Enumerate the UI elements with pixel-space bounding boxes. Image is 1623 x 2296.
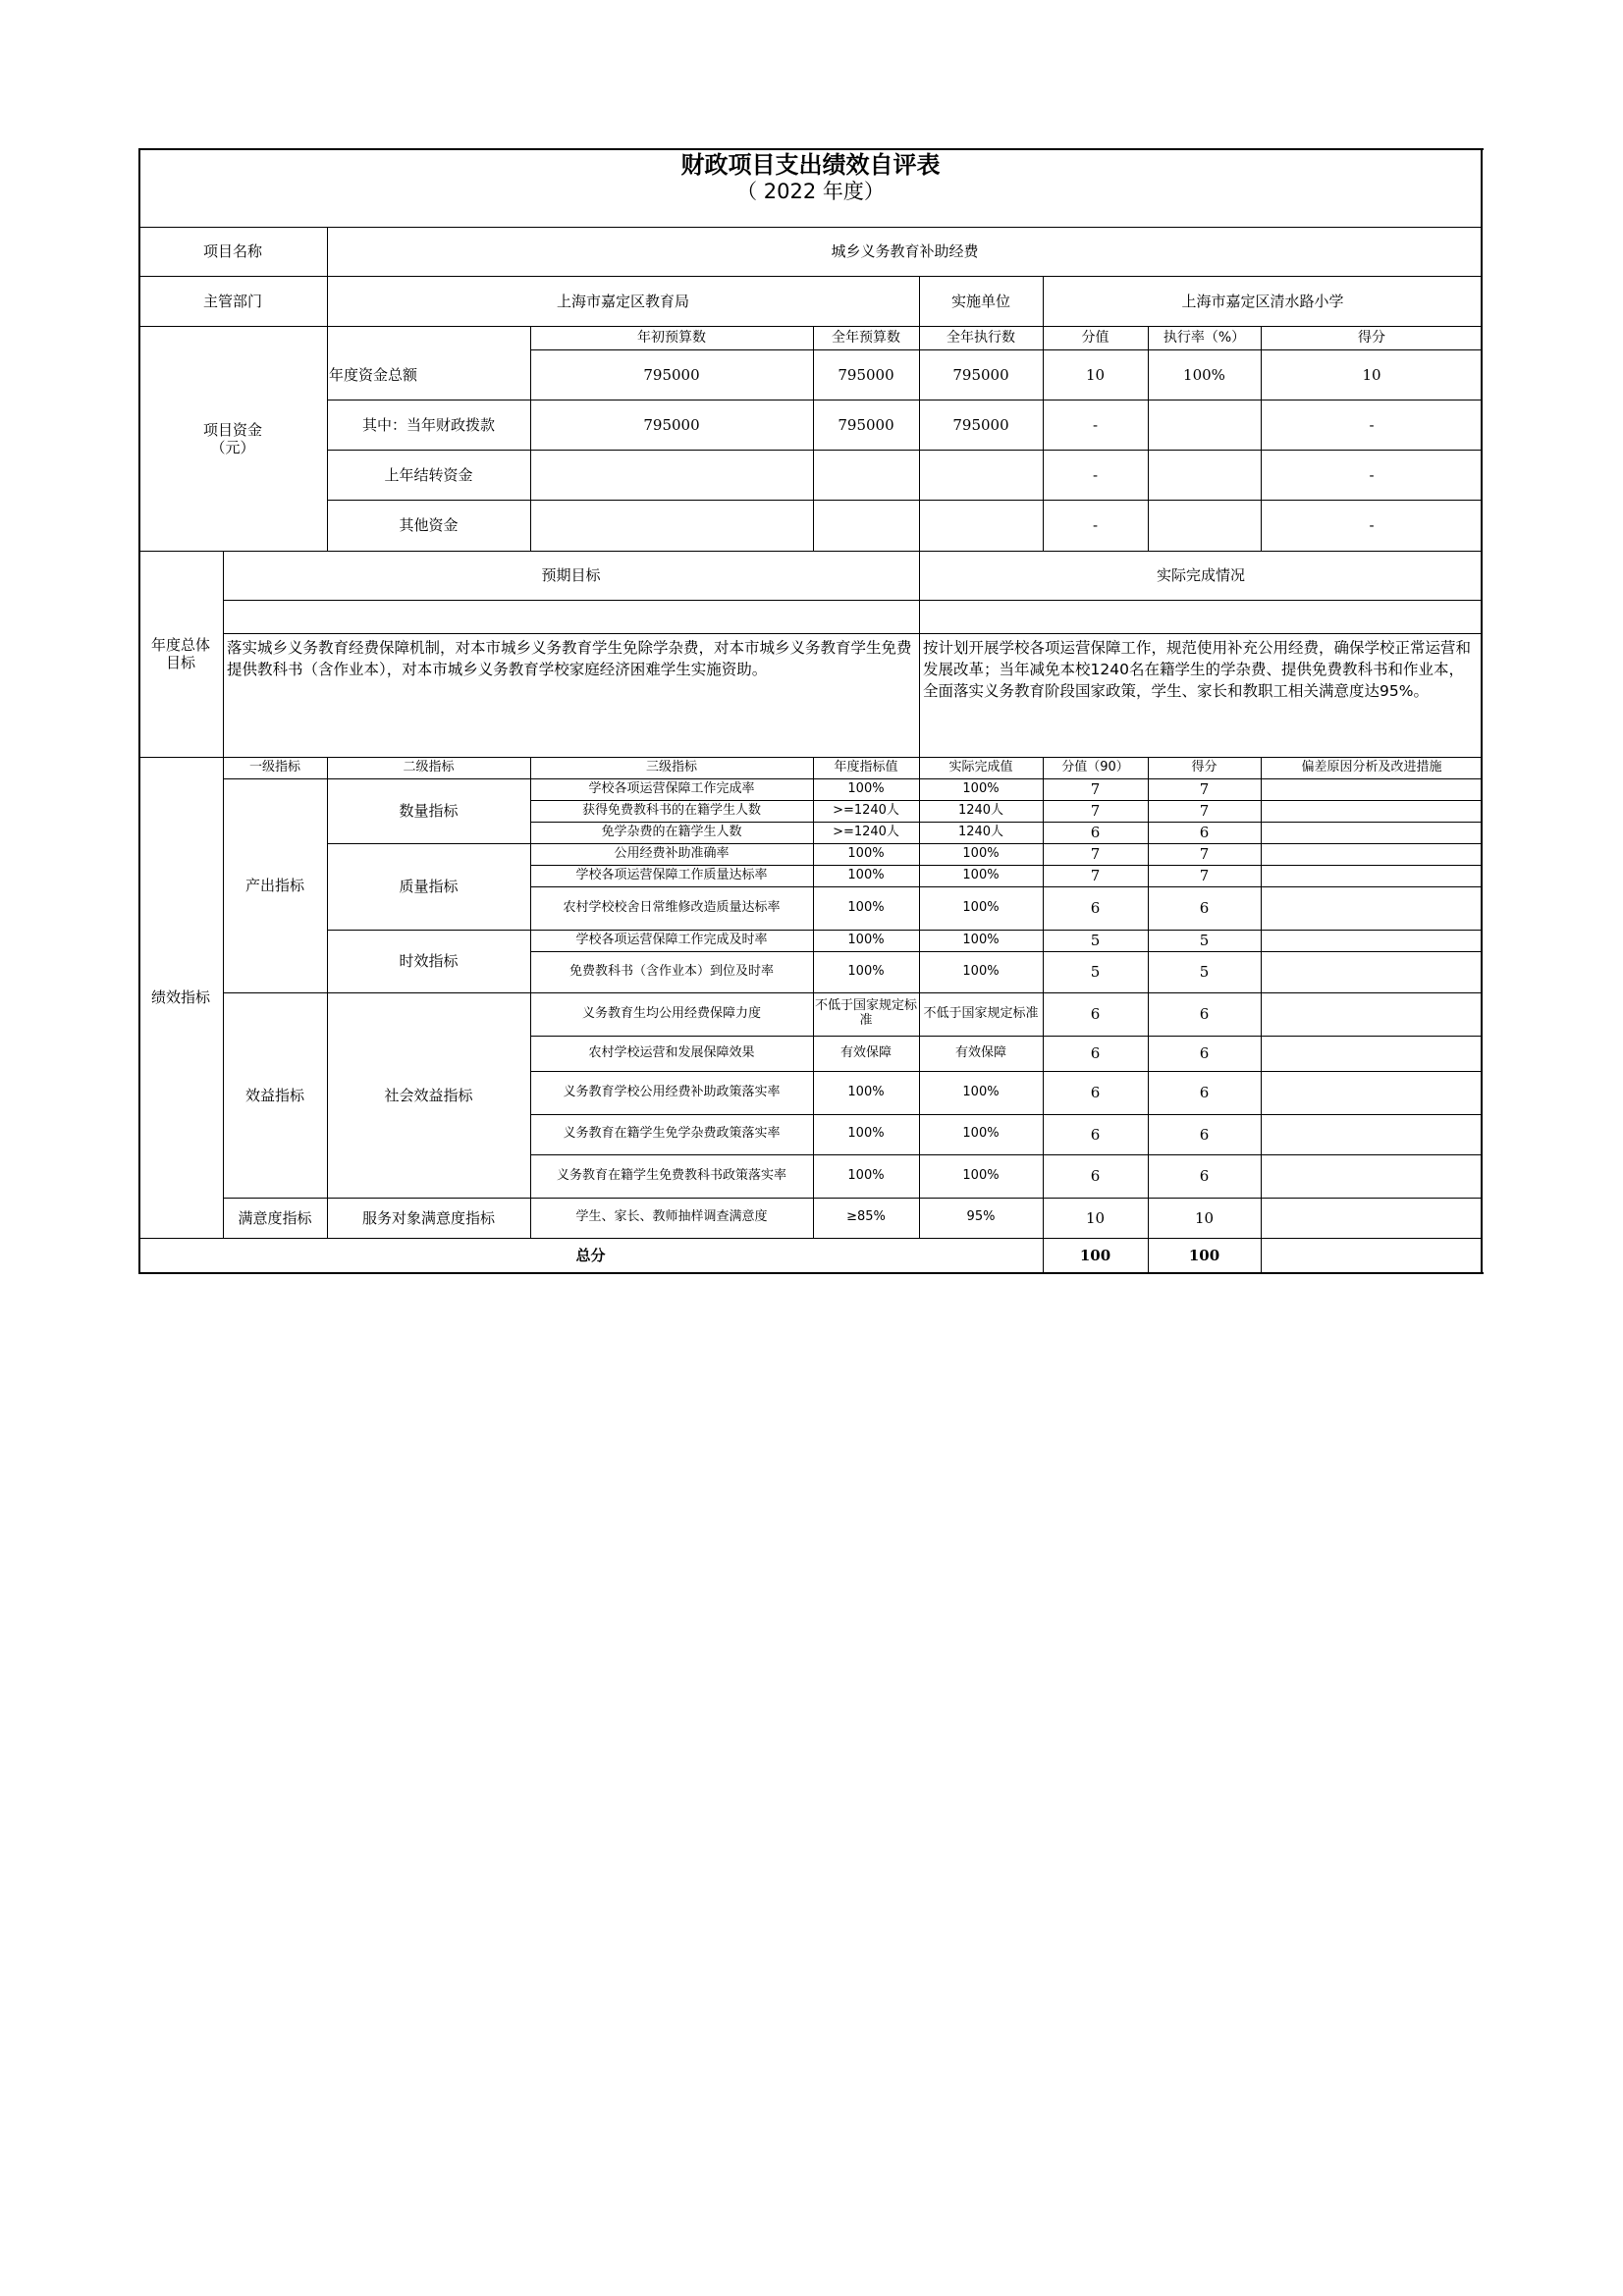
form-year: （ 2022 年度） bbox=[736, 180, 885, 204]
impl-unit-label: 实施单位 bbox=[950, 292, 1010, 310]
funds-row-score: 10 bbox=[1362, 365, 1381, 384]
funds-header-exec: 全年执行数 bbox=[947, 329, 1015, 346]
indicator-note bbox=[1261, 1154, 1483, 1198]
perf-label: 绩效指标 bbox=[150, 988, 210, 1006]
indicator-note bbox=[1261, 992, 1483, 1036]
expected-goal-text: 落实城乡义务教育经费保障机制，对本市城乡义务教育学生免除学杂费，对本市城乡义务教育学生免费提供教科书（含作业本），对本市城乡义务教育学校家庭经济困难学生实施资助。 bbox=[227, 639, 912, 678]
indicator-score: 7 bbox=[1199, 867, 1210, 884]
indicator-note bbox=[1261, 865, 1483, 886]
indicator-name: 学校各项运营保障工作质量达标率 bbox=[575, 867, 768, 882]
indicator-weight: 7 bbox=[1090, 867, 1101, 884]
funds-row-score: - bbox=[1369, 516, 1375, 534]
funds-row-score: - bbox=[1369, 415, 1375, 434]
ind-header-level1: 一级指标 bbox=[248, 759, 300, 774]
grid-line bbox=[223, 600, 1483, 601]
ind-header-note: 偏差原因分析及改进措施 bbox=[1301, 759, 1442, 774]
indicator-target: 100% bbox=[847, 1084, 885, 1099]
indicator-actual: 1240人 bbox=[957, 824, 1004, 839]
indicator-target: 100% bbox=[847, 932, 885, 947]
indicator-score: 6 bbox=[1199, 1167, 1210, 1185]
indicator-score: 7 bbox=[1199, 845, 1210, 863]
indicator-note bbox=[1261, 1114, 1483, 1154]
indicator-name: 获得免费教科书的在籍学生人数 bbox=[581, 802, 761, 818]
funds-row-label: 其中：当年财政拨款 bbox=[361, 415, 495, 434]
level1-satisfaction: 满意度指标 bbox=[238, 1208, 312, 1227]
indicator-score: 6 bbox=[1199, 824, 1210, 841]
funds-header-initial: 年初预算数 bbox=[637, 329, 706, 346]
funds-row-exec: 795000 bbox=[952, 365, 1009, 384]
indicator-name: 义务教育在籍学生免学杂费政策落实率 bbox=[563, 1126, 781, 1142]
indicator-weight: 6 bbox=[1090, 1125, 1101, 1144]
funds-row-full: 795000 bbox=[838, 415, 894, 434]
indicator-target: 100% bbox=[847, 780, 885, 796]
indicator-actual: 100% bbox=[962, 1126, 1000, 1142]
indicator-score: 5 bbox=[1199, 963, 1210, 981]
indicator-actual: 100% bbox=[962, 963, 1000, 979]
indicator-target: 100% bbox=[847, 845, 885, 861]
funds-row-rate bbox=[1148, 500, 1261, 551]
funds-row-score-value: 10 bbox=[1085, 365, 1106, 384]
total-weight: 100 bbox=[1079, 1247, 1111, 1264]
funds-header-score-value: 分值 bbox=[1081, 329, 1109, 346]
indicator-weight: 6 bbox=[1090, 899, 1101, 917]
indicator-weight: 6 bbox=[1090, 1005, 1101, 1023]
funds-row-rate bbox=[1148, 400, 1261, 450]
indicator-name: 义务教育生均公用经费保障力度 bbox=[581, 1005, 761, 1021]
total-score: 100 bbox=[1188, 1247, 1220, 1264]
actual-completion-header: 实际完成情况 bbox=[1156, 566, 1245, 584]
indicator-note bbox=[1261, 1036, 1483, 1071]
indicator-target: 100% bbox=[847, 1167, 885, 1183]
funds-row-label: 其他资金 bbox=[399, 516, 459, 534]
indicator-actual: 不低于国家规定标准 bbox=[923, 1005, 1039, 1021]
indicator-actual: 100% bbox=[962, 1167, 1000, 1183]
funds-row-rate: 100% bbox=[1183, 365, 1225, 384]
indicator-note bbox=[1261, 1198, 1483, 1238]
indicator-weight: 7 bbox=[1090, 802, 1101, 820]
ind-header-level2: 二级指标 bbox=[403, 759, 455, 774]
ind-header-target: 年度指标值 bbox=[834, 759, 898, 774]
indicator-score: 7 bbox=[1199, 802, 1210, 820]
impl-unit-value: 上海市嘉定区清水路小学 bbox=[1181, 292, 1344, 310]
level1-output: 产出指标 bbox=[244, 877, 304, 894]
funds-row-initial: 795000 bbox=[643, 365, 700, 384]
indicator-target: 有效保障 bbox=[839, 1044, 892, 1060]
indicator-target: 100% bbox=[847, 899, 885, 915]
funds-header-rate: 执行率（%） bbox=[1163, 329, 1246, 346]
indicator-weight: 5 bbox=[1090, 963, 1101, 981]
level2-service-satisfaction: 服务对象满意度指标 bbox=[361, 1208, 495, 1227]
indicator-score: 6 bbox=[1199, 1005, 1210, 1023]
indicator-weight: 6 bbox=[1090, 1044, 1101, 1062]
indicator-target: 100% bbox=[847, 963, 885, 979]
level2-quantity: 数量指标 bbox=[399, 802, 459, 820]
indicator-target: 100% bbox=[847, 1126, 885, 1142]
funds-row-rate bbox=[1148, 450, 1261, 500]
indicator-score: 7 bbox=[1199, 780, 1210, 798]
indicator-note bbox=[1261, 951, 1483, 992]
funds-row-initial bbox=[530, 500, 813, 551]
dept-value: 上海市嘉定区教育局 bbox=[556, 292, 689, 310]
funds-row-score-value: - bbox=[1092, 415, 1099, 434]
indicator-weight: 7 bbox=[1090, 845, 1101, 863]
indicator-weight: 6 bbox=[1090, 1084, 1101, 1101]
indicator-name: 学生、家长、教师抽样调查满意度 bbox=[575, 1209, 768, 1225]
project-name-label: 项目名称 bbox=[202, 242, 262, 260]
indicator-actual: 100% bbox=[962, 867, 1000, 882]
indicator-name: 公用经费补助准确率 bbox=[614, 845, 730, 861]
indicator-weight: 6 bbox=[1090, 1167, 1101, 1185]
indicator-target: >=1240人 bbox=[833, 824, 899, 839]
funds-row-score-value: - bbox=[1092, 465, 1099, 484]
level2-quality: 质量指标 bbox=[399, 878, 459, 895]
indicator-target: 100% bbox=[847, 867, 885, 882]
funds-row-score-value: - bbox=[1092, 516, 1099, 534]
funds-row-full bbox=[813, 450, 919, 500]
indicator-name: 学校各项运营保障工作完成率 bbox=[588, 780, 755, 796]
ind-header-actual: 实际完成值 bbox=[948, 759, 1013, 774]
project-name-value: 城乡义务教育补助经费 bbox=[831, 242, 979, 260]
indicator-actual: 100% bbox=[962, 932, 1000, 947]
funds-label: 项目资金 （元） bbox=[202, 420, 262, 456]
indicator-note bbox=[1261, 800, 1483, 822]
funds-row-full: 795000 bbox=[838, 365, 894, 384]
actual-completion-text: 按计划开展学校各项运营保障工作，规范使用补充公用经费，确保学校正常运营和发展改革；当年减免本校1240名在籍学生的学杂费、提供免费教科书和作业本，全面落实义务教育阶段国家政策，学生、家长和教职工相关满意度达95%。 bbox=[923, 639, 1472, 700]
indicator-actual: 100% bbox=[962, 845, 1000, 861]
indicator-name: 义务教育学校公用经费补助政策落实率 bbox=[563, 1084, 781, 1099]
indicator-weight: 10 bbox=[1085, 1208, 1106, 1227]
indicator-score: 10 bbox=[1194, 1208, 1215, 1227]
level1-benefit: 效益指标 bbox=[244, 1086, 304, 1104]
indicator-target: 不低于国家规定标准 bbox=[814, 998, 917, 1028]
indicator-score: 6 bbox=[1199, 1044, 1210, 1062]
indicator-actual: 1240人 bbox=[957, 802, 1004, 818]
indicator-name: 农村学校校舍日常维修改造质量达标率 bbox=[563, 899, 781, 915]
indicator-score: 5 bbox=[1199, 932, 1210, 949]
ind-header-score: 得分 bbox=[1191, 759, 1217, 774]
funds-row-exec bbox=[919, 450, 1043, 500]
funds-row-initial: 795000 bbox=[643, 415, 700, 434]
indicator-name: 免学杂费的在籍学生人数 bbox=[601, 824, 742, 839]
form-title: 财政项目支出绩效自评表 bbox=[680, 150, 941, 179]
indicator-actual: 100% bbox=[962, 780, 1000, 796]
indicator-actual: 100% bbox=[962, 1084, 1000, 1099]
indicator-name: 义务教育在籍学生免费教科书政策落实率 bbox=[556, 1167, 786, 1183]
level2-timeliness: 时效指标 bbox=[399, 952, 459, 970]
evaluation-form-table bbox=[138, 148, 1483, 1273]
total-label: 总分 bbox=[575, 1247, 606, 1264]
funds-row-label: 年度资金总额 bbox=[329, 365, 418, 384]
indicator-note bbox=[1261, 930, 1483, 951]
indicator-target: >=1240人 bbox=[833, 802, 899, 818]
funds-row-exec bbox=[919, 500, 1043, 551]
indicator-score: 6 bbox=[1199, 1084, 1210, 1101]
indicator-name: 免费教科书（含作业本）到位及时率 bbox=[568, 963, 774, 979]
funds-row-score: - bbox=[1369, 465, 1375, 484]
funds-header-full: 全年预算数 bbox=[832, 329, 900, 346]
funds-row-full bbox=[813, 500, 919, 551]
indicator-note bbox=[1261, 886, 1483, 930]
indicator-name: 学校各项运营保障工作完成及时率 bbox=[575, 932, 768, 947]
indicator-score: 6 bbox=[1199, 899, 1210, 917]
indicator-weight: 6 bbox=[1090, 824, 1101, 841]
indicator-name: 农村学校运营和发展保障效果 bbox=[588, 1044, 755, 1060]
expected-goal-header: 预期目标 bbox=[541, 566, 601, 584]
funds-header-score: 得分 bbox=[1358, 329, 1385, 346]
funds-row-exec: 795000 bbox=[952, 415, 1009, 434]
dept-label: 主管部门 bbox=[202, 292, 262, 310]
indicator-note bbox=[1261, 1071, 1483, 1114]
indicator-actual: 95% bbox=[966, 1209, 996, 1225]
indicator-note bbox=[1261, 843, 1483, 865]
funds-row-initial bbox=[530, 450, 813, 500]
funds-row-label: 上年结转资金 bbox=[384, 465, 473, 484]
indicator-actual: 有效保障 bbox=[954, 1044, 1006, 1060]
indicator-note bbox=[1261, 778, 1483, 800]
goal-label: 年度总体 目标 bbox=[150, 636, 210, 671]
indicator-weight: 7 bbox=[1090, 780, 1101, 798]
ind-header-weight: 分值（90） bbox=[1061, 759, 1129, 774]
indicator-actual: 100% bbox=[962, 899, 1000, 915]
level2-social-benefit: 社会效益指标 bbox=[384, 1086, 473, 1104]
indicator-score: 6 bbox=[1199, 1125, 1210, 1144]
indicator-target: ≥85% bbox=[846, 1209, 886, 1225]
indicator-note bbox=[1261, 822, 1483, 843]
ind-header-level3: 三级指标 bbox=[645, 759, 697, 774]
indicator-weight: 5 bbox=[1090, 932, 1101, 949]
